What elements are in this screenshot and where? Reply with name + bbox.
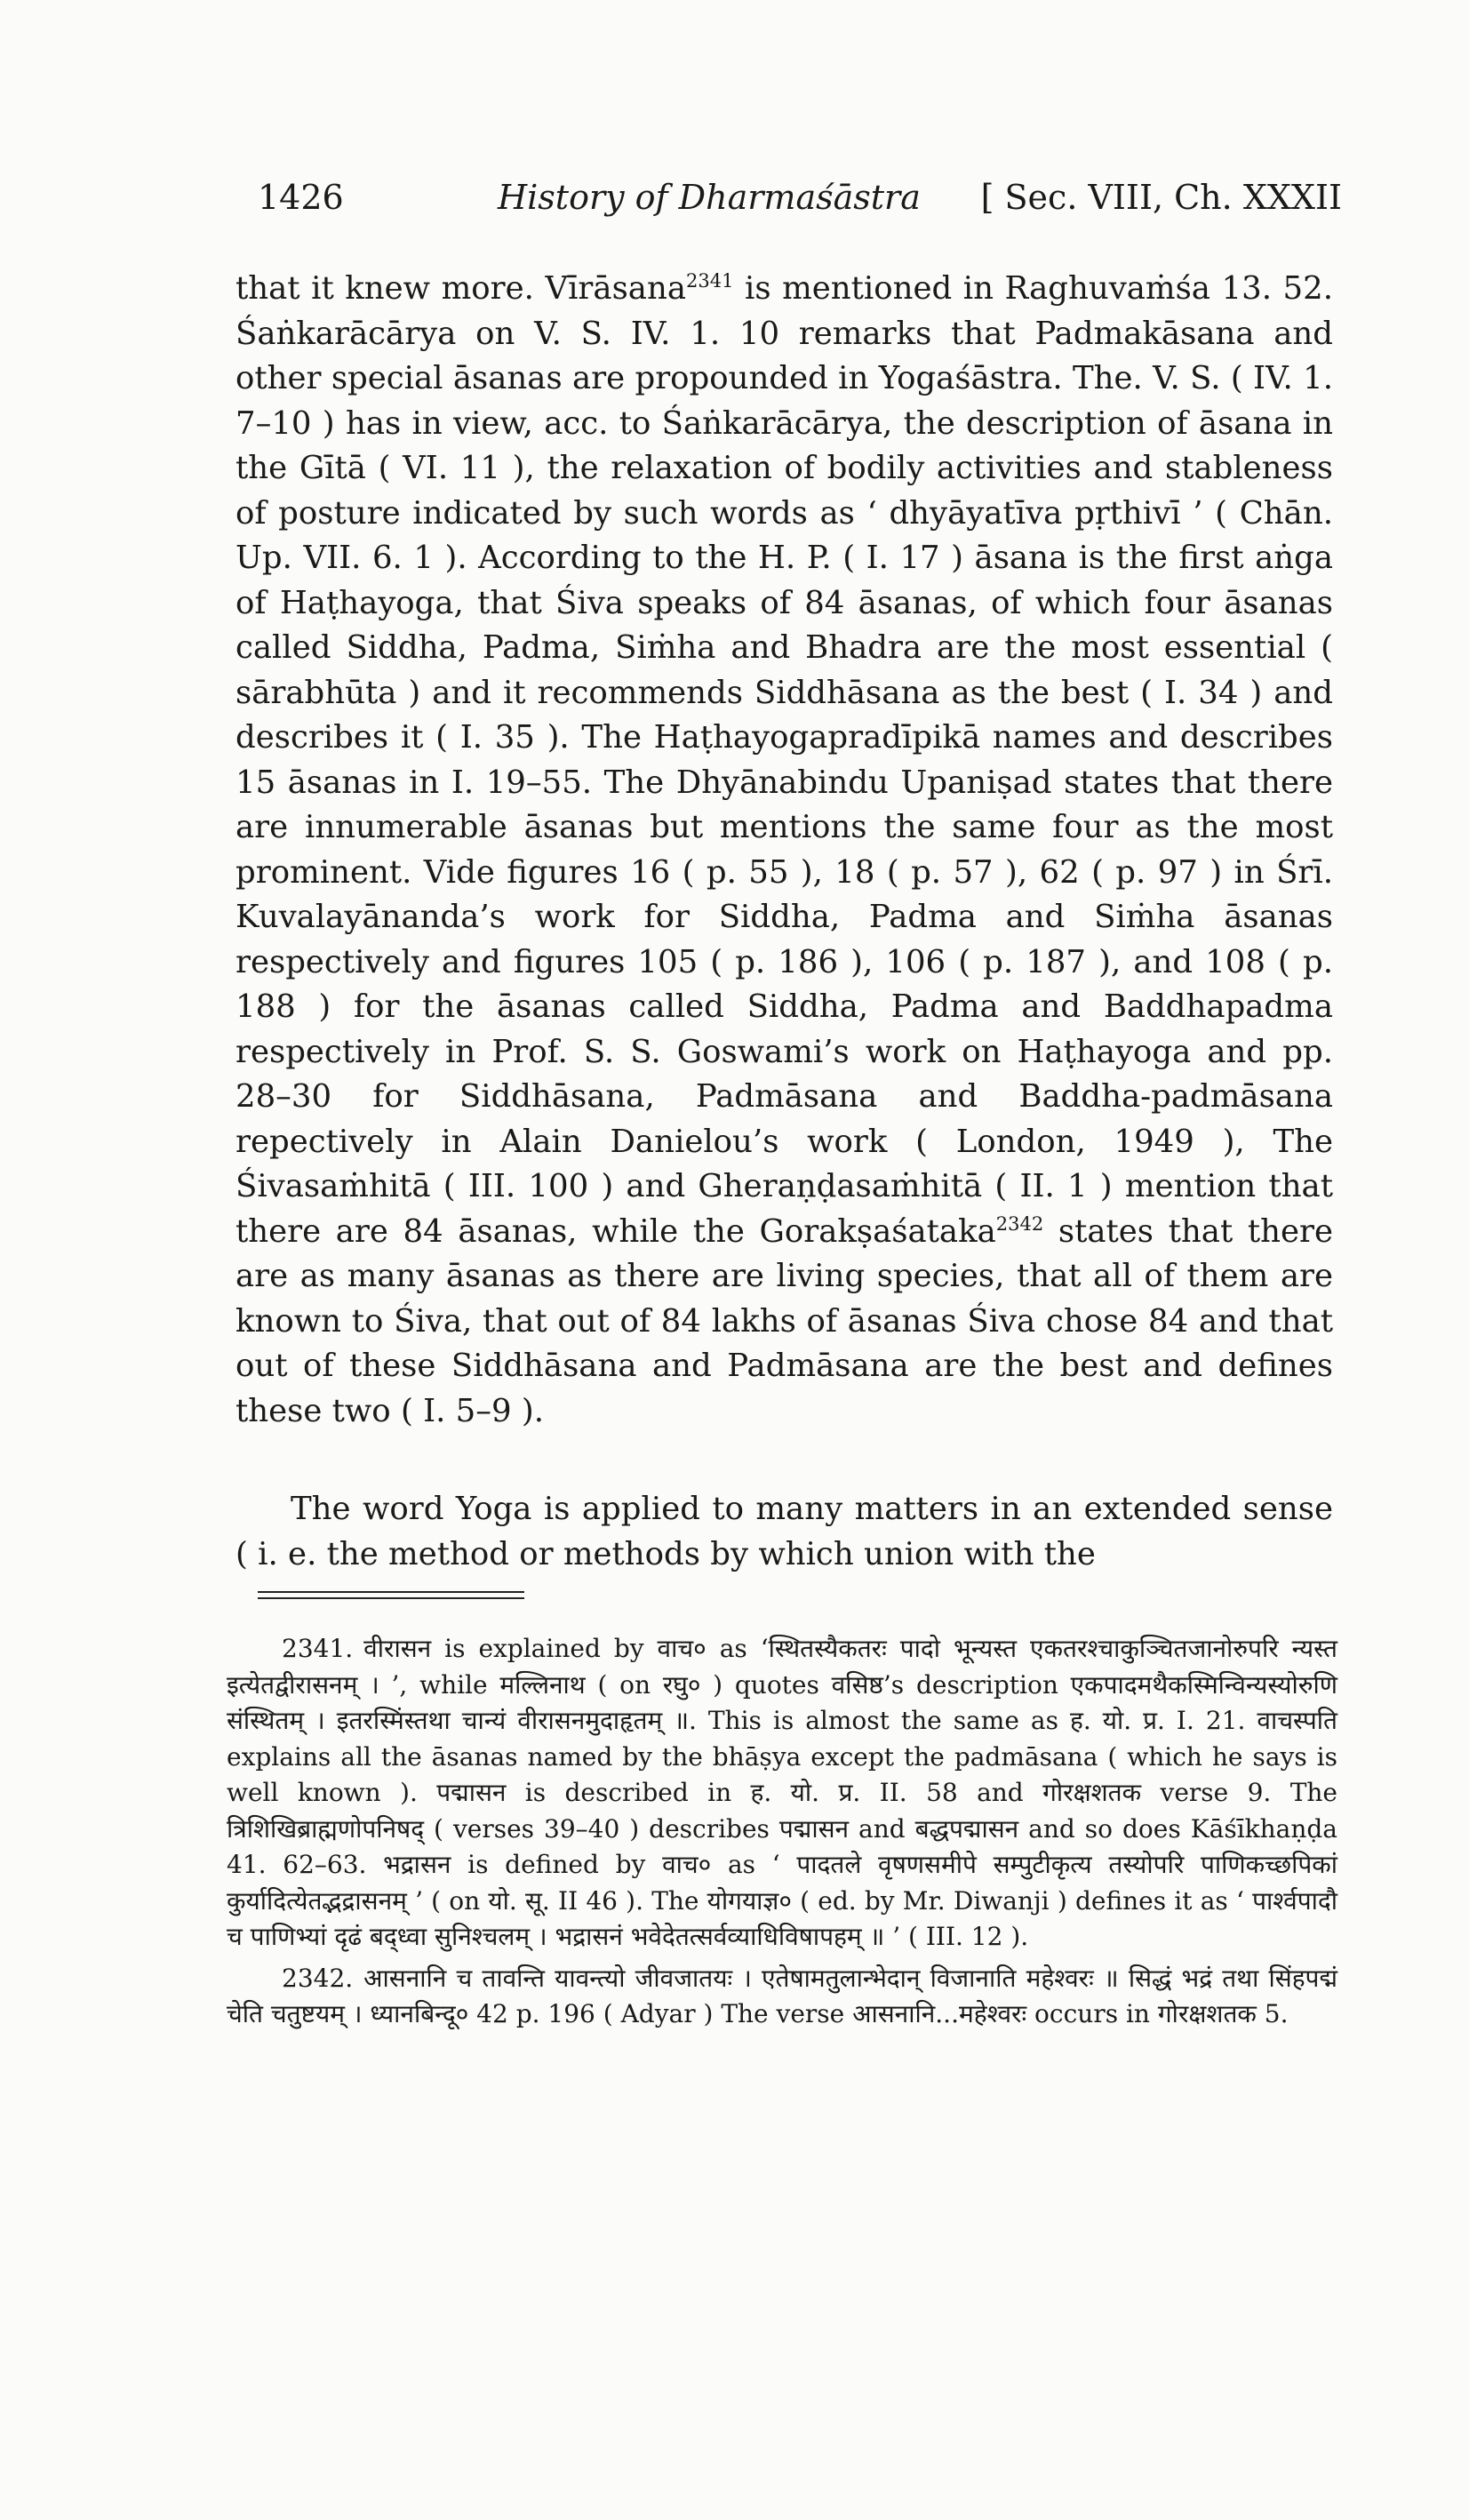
footnote-ref: 2342: [995, 1212, 1044, 1235]
section-label: [ Sec. VIII, Ch. XXXII: [980, 178, 1342, 217]
footnote-text: आसनानि च तावन्ति यावन्त्यो जीवजातयः । एतेषामतुलान्भेदान् विजानाति महेश्वरः ॥ सिद्धं भद्रं तथा सिंहपद्मं चेति चतुष्टयम् । ध्यानबिन्दू० 42 p. 196 ( Adyar ) The verse आसनानि...महेश्वरः occurs in गोरक्षशतक 5.: [227, 1963, 1337, 2028]
book-title: History of Dharmaśāstra: [498, 178, 921, 217]
footnote: [227, 1631, 1337, 1956]
footnote-text: वीरासन is explained by वाच० as ‘स्थितस्यैकतरः पादो भून्यस्त एकतरश्चाकुञ्चितजानोरुपरि न्यस्त इत्येतद्वीरासनम् । ’, while मल्लिनाथ ( on रघु० ) quotes वसिष्ठ’s description एकपादमथैकस्मिन्विन्यस्योरुणि संस्थितम् । इतरस्मिंस्तथा चान्यं वीरासनमुदाहृतम् ॥. This is almost the same as ह. यो. प्र. I. 21. वाचस्पति explains all the āsanas named by the bhāṣya except the padmāsana ( which he says is well known ). पद्मासन is described in ह. यो. प्र. II. 58 and गोरक्षशतक verse 9. The त्रिशिखिब्राह्मणोपनिषद् ( verses 39–40 ) describes पद्मासन and बद्धपद्मासन and so does Kāśīkhaṇḍa 41. 62–63. भद्रासन is defined by वाच० as ‘ पादतले वृषणसमीपे सम्पुटीकृत्य तस्योपरि पाणिकच्छपिकां कुर्यादित्येतद्भद्रासनम् ’ ( on यो. सू. II 46 ). The योगयाज्ञ० ( ed. by Mr. Diwanji ) defines it as ‘ पार्श्वपादौ च पाणिभ्यां दृढं बद्ध्वा सुनिश्चलम् । भद्रासनं भवेदेतत्सर्वव्याधिविषापहम् ॥ ’ ( III. 12 ).: [227, 1634, 1337, 1951]
paragraph: [236, 267, 1333, 1434]
main-text: [236, 267, 1333, 1434]
page-number: 1426: [258, 178, 344, 217]
footnote-number: 2342.: [282, 1963, 354, 1993]
footnote-divider: [258, 1591, 524, 1593]
footnote-number: 2341.: [282, 1634, 354, 1663]
footnote-divider: [258, 1597, 524, 1599]
running-header: [258, 178, 1342, 231]
paragraph-text: is mentioned in Raghuvaṁśa 13. 52. Śaṅkarācārya on V. S. IV. 1. 10 remarks that Padmakāsana and other special āsanas are propounded in Yogaśāstra. The. V. S. ( IV. 1. 7–10 ) has in view, acc. to Śaṅkarācārya, the description of āsana in the Gītā ( VI. 11 ), the relaxation of bodily activities and stableness of posture indicated by such words as ‘ dhyāyatīva pṛthivī ’ ( Chān. Up. VII. 6. 1 ). According to the H. P. ( I. 17 ) āsana is the first aṅga of Haṭhayoga, that Śiva speaks of 84 āsanas, of which four āsanas called Siddha, Padma, Siṁha and Bhadra are the most essential ( sārabhūta ) and it recommends Siddhāsana as the best ( I. 34 ) and describes it ( I. 35 ). The Haṭhayogapradīpikā names and describes 15 āsanas in I. 19–55. The Dhyānabindu Upaniṣad states that there are innumerable āsanas but mentions the same four as the most prominent. Vide figures 16 ( p. 55 ), 18 ( p. 57 ), 62 ( p. 97 ) in Śrī. Kuvalayānanda’s work for Siddha, Padma and Siṁha āsanas respectively and figures 105 ( p. 186 ), 106 ( p. 187 ), and 108 ( p. 188 ) for the āsanas called Siddha, Padma and Baddhapadma respectively in Prof. S. S. Goswami’s work on Haṭhayoga and pp. 28–30 for Siddhāsana, Padmāsana and Baddha-padmāsana repectively in Alain Danielou’s work ( London, 1949 ), The Śivasaṁhitā ( III. 100 ) and Gheraṇḍasaṁhitā ( II. 1 ) mention that there are 84 āsanas, while the Gorakṣaśataka: [236, 270, 1333, 1250]
footnote-ref: 2341: [685, 270, 734, 292]
main-text-continued: [236, 1487, 1333, 1577]
paragraph: The word Yoga is applied to many matters in an extended sense ( i. e. the method or methods by which union with the: [236, 1491, 1333, 1572]
footnotes: [227, 1631, 1337, 2038]
paragraph-text: that it knew more. Vīrāsana: [236, 270, 686, 307]
paragraph-text: states that there are as many āsanas as there are living species, that all of them are known to Śiva, that out of 84 lakhs of āsanas Śiva chose 84 and that out of these Siddhāsana and Padmāsana are the best and defines these two ( I. 5–9 ).: [236, 1212, 1334, 1429]
footnote: [227, 1961, 1337, 2033]
